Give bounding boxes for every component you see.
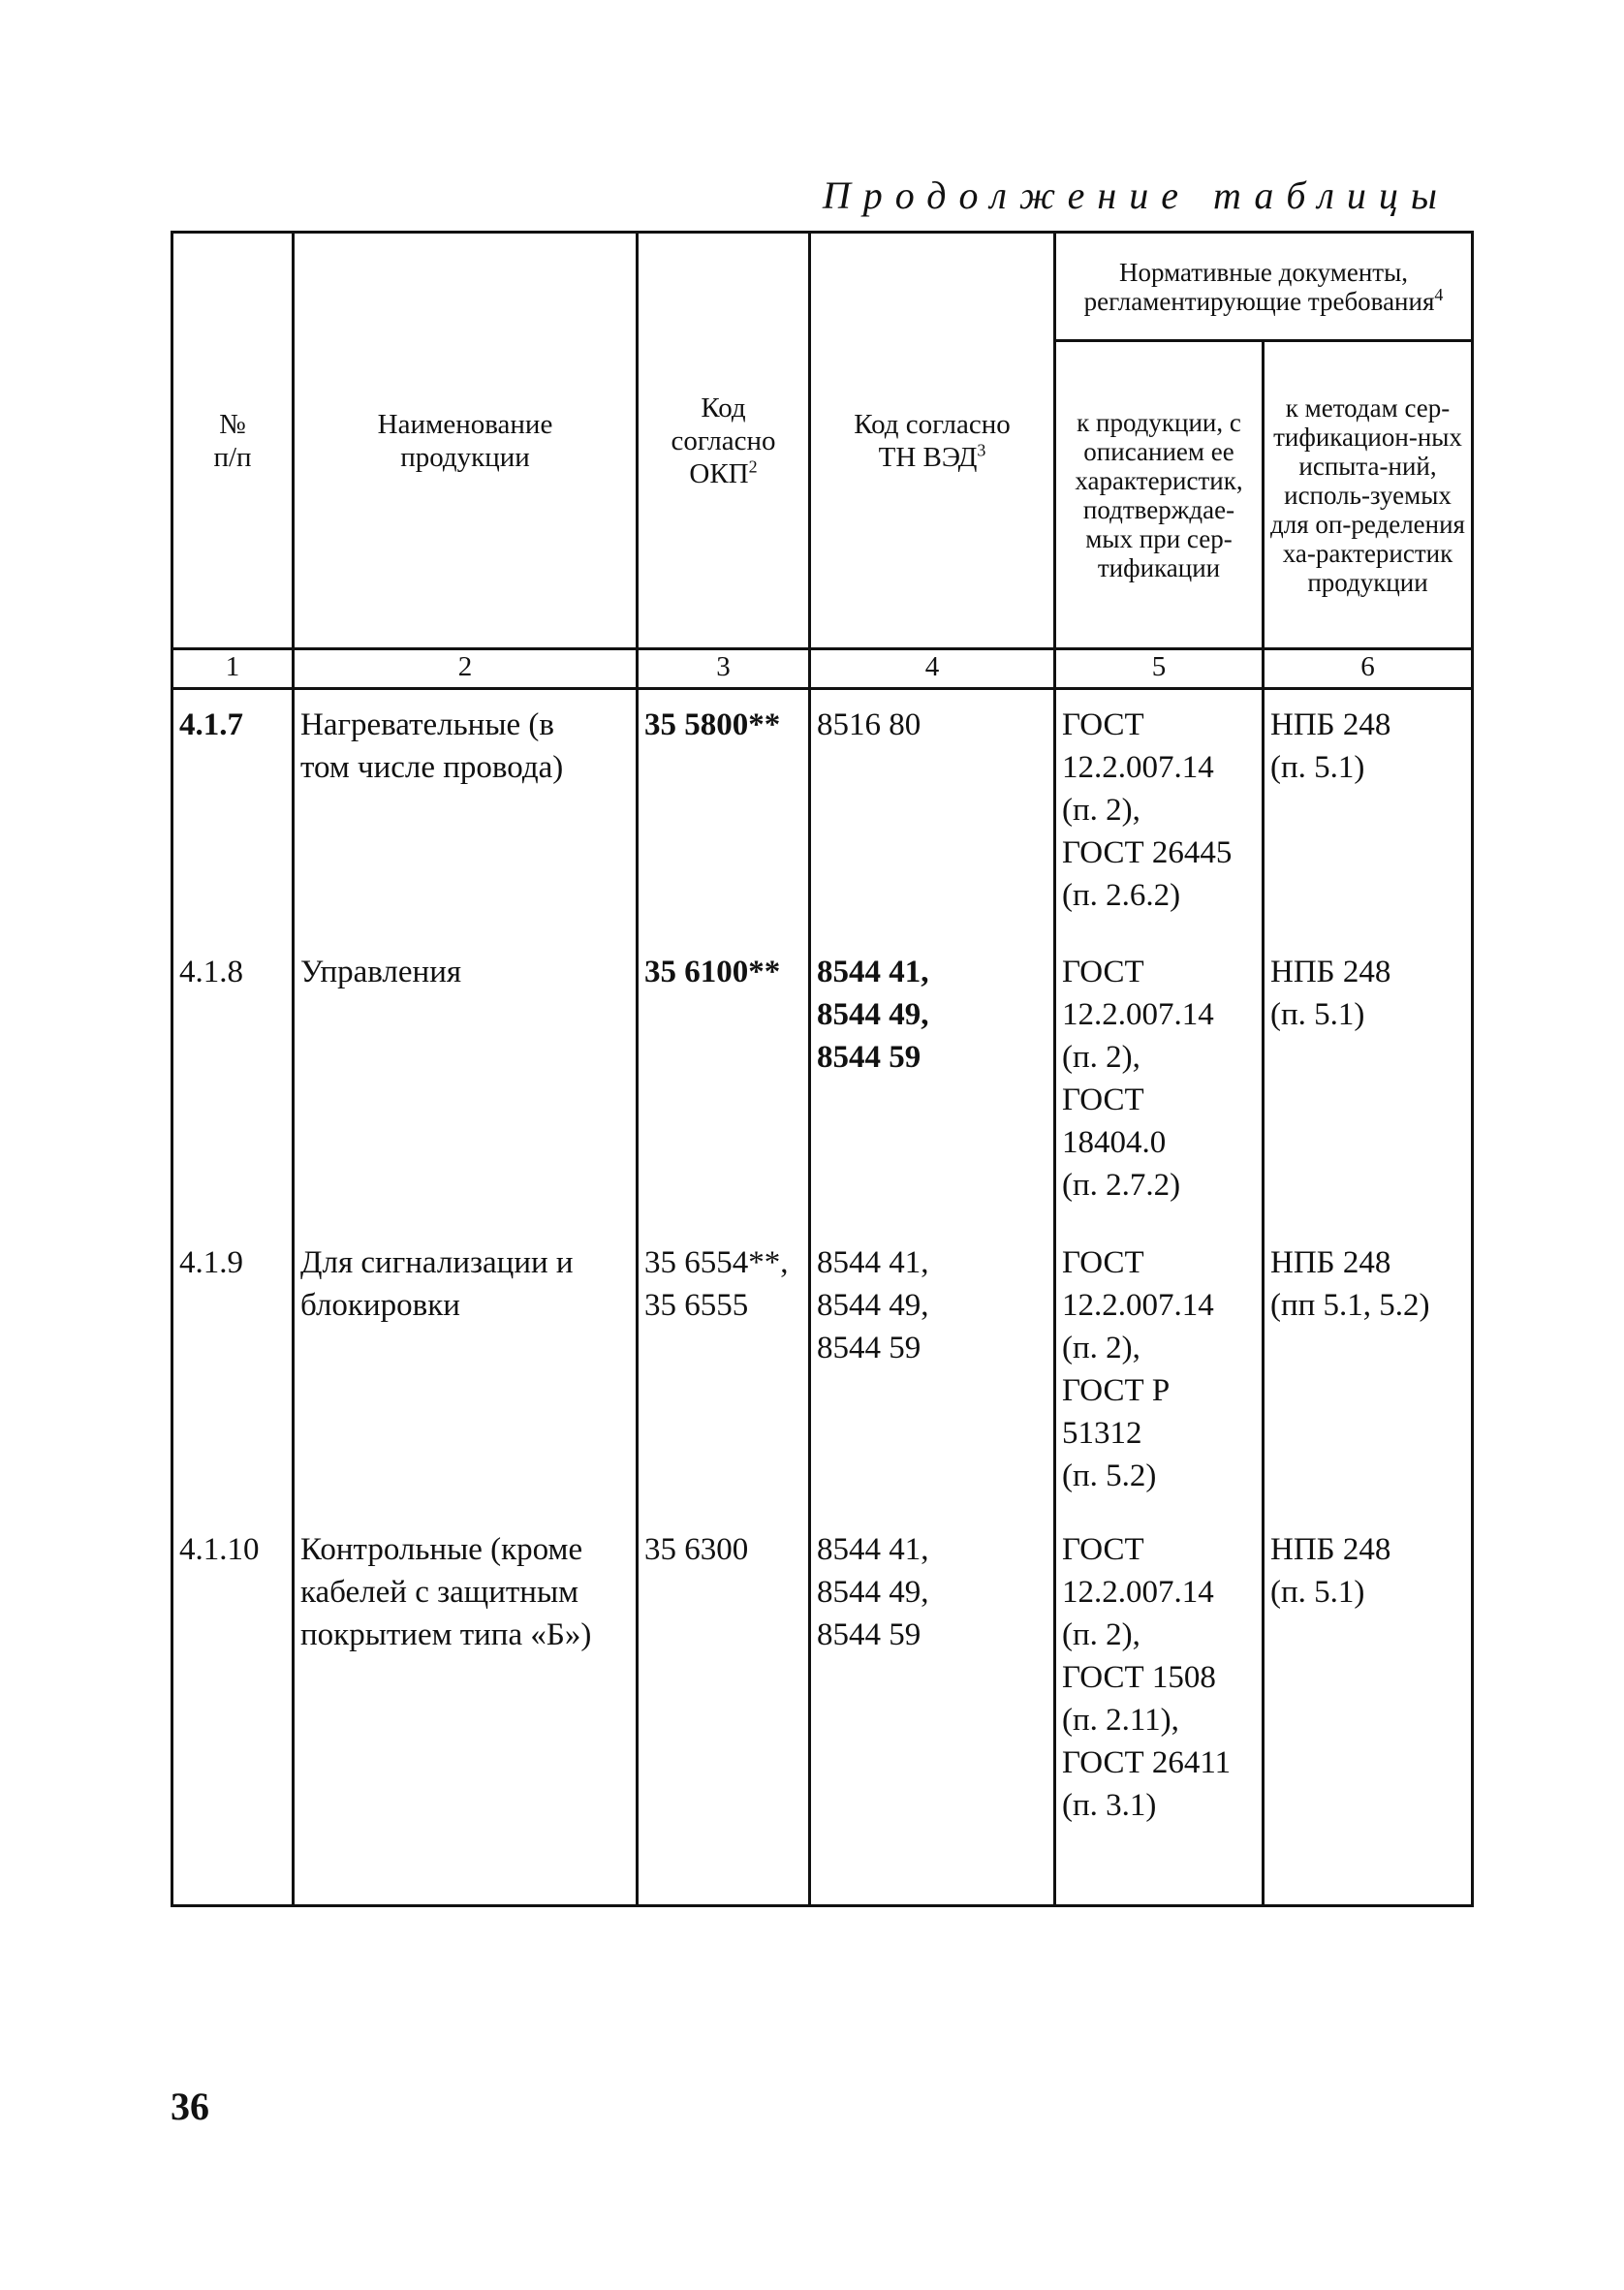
cell-okp: 35 6300 — [638, 1515, 810, 1906]
header-norm-methods: к методам сер-тификацион-ных испыта-ний, исполь-зуемых для оп-ределения ха-рактеристик продукции — [1264, 341, 1473, 649]
header-okp-label: Код согласно ОКП — [671, 392, 776, 489]
cell-norm-product: ГОСТ 12.2.007.14 (п. 2), ГОСТ 1508 (п. 2.11), ГОСТ 26411 (п. 3.1) — [1055, 1515, 1264, 1906]
page-number: 36 — [171, 2085, 209, 2128]
cell-tnved: 8516 80 — [810, 689, 1055, 937]
cell-okp: 35 6554**, 35 6555 — [638, 1228, 810, 1515]
header-okp — [638, 233, 810, 649]
cell-num: 4.1.10 — [172, 1515, 294, 1906]
header-okp-footnote: 2 — [748, 455, 758, 476]
cell-okp: 35 6100** — [638, 937, 810, 1228]
table-row — [172, 937, 1473, 1228]
certification-table — [171, 231, 1474, 1907]
cell-tnved: 8544 41, 8544 49, 8544 59 — [810, 1515, 1055, 1906]
table-row — [172, 689, 1473, 937]
cell-norm-product: ГОСТ 12.2.007.14 (п. 2), ГОСТ Р 51312 (п. 5.2) — [1055, 1228, 1264, 1515]
cell-name: Для сигнализации и блокировки — [294, 1228, 638, 1515]
cell-name: Управления — [294, 937, 638, 1228]
cell-norm-product: ГОСТ 12.2.007.14 (п. 2), ГОСТ 26445 (п. 2.6.2) — [1055, 689, 1264, 937]
cell-norm-methods: НПБ 248 (п. 5.1) — [1264, 1515, 1473, 1906]
col-number-3: 3 — [638, 649, 810, 689]
cell-okp: 35 5800** — [638, 689, 810, 937]
cell-norm-methods: НПБ 248 (пп 5.1, 5.2) — [1264, 1228, 1473, 1515]
header-num: № п/п — [172, 233, 294, 649]
header-normative-label: Нормативные документы, регламентирующие требования — [1083, 257, 1435, 316]
cell-tnved: 8544 41, 8544 49, 8544 59 — [810, 1228, 1055, 1515]
cell-norm-product: ГОСТ 12.2.007.14 (п. 2), ГОСТ 18404.0 (п. 2.7.2) — [1055, 937, 1264, 1228]
cell-norm-methods: НПБ 248 (п. 5.1) — [1264, 689, 1473, 937]
col-number-5: 5 — [1055, 649, 1264, 689]
col-number-6: 6 — [1264, 649, 1473, 689]
col-number-4: 4 — [810, 649, 1055, 689]
header-tnved — [810, 233, 1055, 649]
cell-num: 4.1.9 — [172, 1228, 294, 1515]
cell-name: Нагревательные (в том числе провода) — [294, 689, 638, 937]
cell-name: Контрольные (кроме кабелей с защитным покрытием типа «Б») — [294, 1515, 638, 1906]
header-name: Наименование продукции — [294, 233, 638, 649]
col-number-2: 2 — [294, 649, 638, 689]
cell-num: 4.1.7 — [172, 689, 294, 937]
table-row — [172, 1515, 1473, 1906]
header-tnved-label: Код согласно ТН ВЭД — [854, 408, 1011, 473]
header-normative-docs — [1055, 233, 1473, 341]
header-tnved-footnote: 3 — [977, 439, 986, 459]
header-norm-product: к продукции, с описанием ее характеристик, подтверждае-мых при сер-тификации — [1055, 341, 1264, 649]
col-number-1: 1 — [172, 649, 294, 689]
cell-norm-methods: НПБ 248 (п. 5.1) — [1264, 937, 1473, 1228]
table-row — [172, 1228, 1473, 1515]
continuation-caption: Продолжение таблицы — [822, 173, 1450, 217]
cell-tnved: 8544 41, 8544 49, 8544 59 — [810, 937, 1055, 1228]
header-normative-footnote: 4 — [1434, 284, 1444, 304]
cell-num: 4.1.8 — [172, 937, 294, 1228]
